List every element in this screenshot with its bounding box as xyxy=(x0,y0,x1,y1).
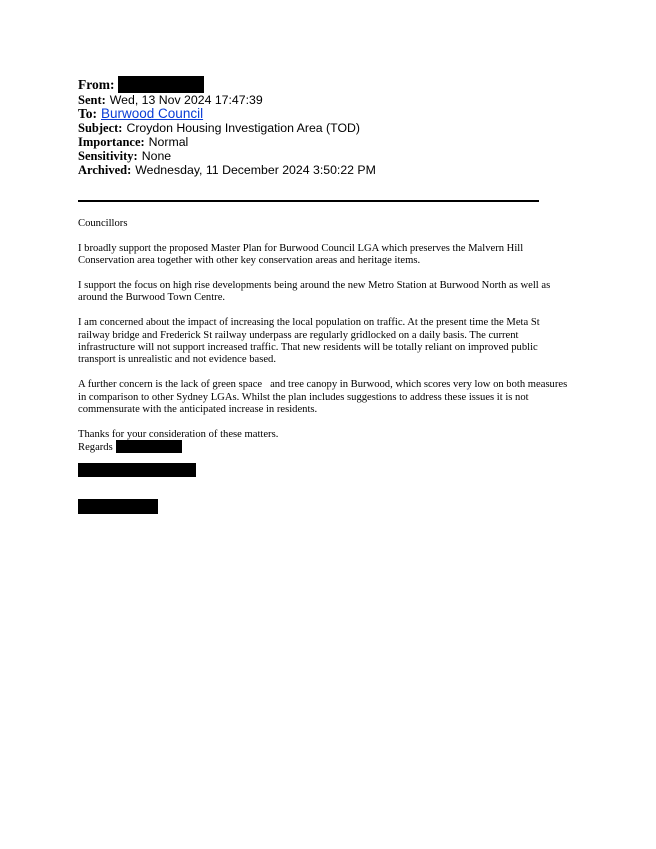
sensitivity-row xyxy=(78,149,558,163)
body-paragraph-3 xyxy=(78,317,588,367)
sensitivity-label: Sensitivity: xyxy=(78,149,138,163)
sent-value: Wed, 13 Nov 2024 17:47:39 xyxy=(109,93,263,107)
closing-block xyxy=(78,429,588,455)
paragraph-line: I am concerned about the impact of increasing the local population on traffic. At the present time the Meta St xyxy=(78,317,540,329)
to-label: To: xyxy=(78,106,98,121)
paragraph-line: I support the focus on high rise developments being around the new Metro Station at Burwood North as well as xyxy=(78,280,551,291)
subject-row xyxy=(78,121,558,135)
archived-value: Wednesday, 11 December 2024 3:50:22 PM xyxy=(135,163,376,177)
closing-line: Thanks for your consideration of these matters. xyxy=(78,428,279,440)
from-label: From: xyxy=(78,77,115,93)
archived-label: Archived: xyxy=(78,163,132,177)
archived-row xyxy=(78,163,558,177)
regards-line xyxy=(78,441,588,454)
paragraph-line: railway bridge and Frederick St railway underpass are regularly gridlocked on a daily basis. The current xyxy=(78,329,519,341)
sensitivity-value: None xyxy=(141,149,172,163)
sender-redaction xyxy=(118,76,204,93)
subject-label: Subject: xyxy=(78,121,123,135)
importance-label: Importance: xyxy=(78,135,145,149)
paragraph-line: I broadly support the proposed Master Plan for Burwood Council LGA which preserves the Malvern Hill xyxy=(78,242,524,254)
header-divider xyxy=(78,200,539,202)
importance-row xyxy=(78,135,558,149)
regards-name-redaction xyxy=(116,440,182,453)
paragraph-line: Conservation area together with other key conservation areas and heritage items. xyxy=(78,255,421,267)
signature-redaction-1 xyxy=(78,463,196,477)
email-header xyxy=(78,77,558,177)
paragraph-line: commensurate with the anticipated increase in residents. xyxy=(78,404,318,416)
salutation: Councillors xyxy=(78,218,128,229)
regards-text: Regards xyxy=(78,442,113,454)
to-recipient-link[interactable]: Burwood Council xyxy=(101,106,204,121)
subject-value: Croydon Housing Investigation Area (TOD) xyxy=(126,121,360,135)
paragraph-line: transport is unrealistic and not evidence based. xyxy=(78,354,276,366)
email-body xyxy=(78,218,588,455)
paragraph-line: in comparison to other Sydney LGAs. Whilst the plan includes suggestions to address these issues it is not xyxy=(78,391,529,403)
paragraph-line: infrastructure will not support increased traffic. That new residents will be totally reliant on improved public xyxy=(78,342,538,354)
paragraph-line: around the Burwood Town Centre. xyxy=(78,292,226,304)
body-paragraph-4 xyxy=(78,379,588,416)
from-row xyxy=(78,77,558,93)
to-row xyxy=(78,107,558,121)
signature-redaction-2 xyxy=(78,499,158,514)
paragraph-line: A further concern is the lack of green space and tree canopy in Burwood, which scores very low on both measures xyxy=(78,379,568,391)
sent-label: Sent: xyxy=(78,93,106,107)
body-paragraph-1 xyxy=(78,243,588,268)
importance-value: Normal xyxy=(148,135,189,149)
sent-row xyxy=(78,93,558,107)
body-paragraph-2 xyxy=(78,280,588,305)
